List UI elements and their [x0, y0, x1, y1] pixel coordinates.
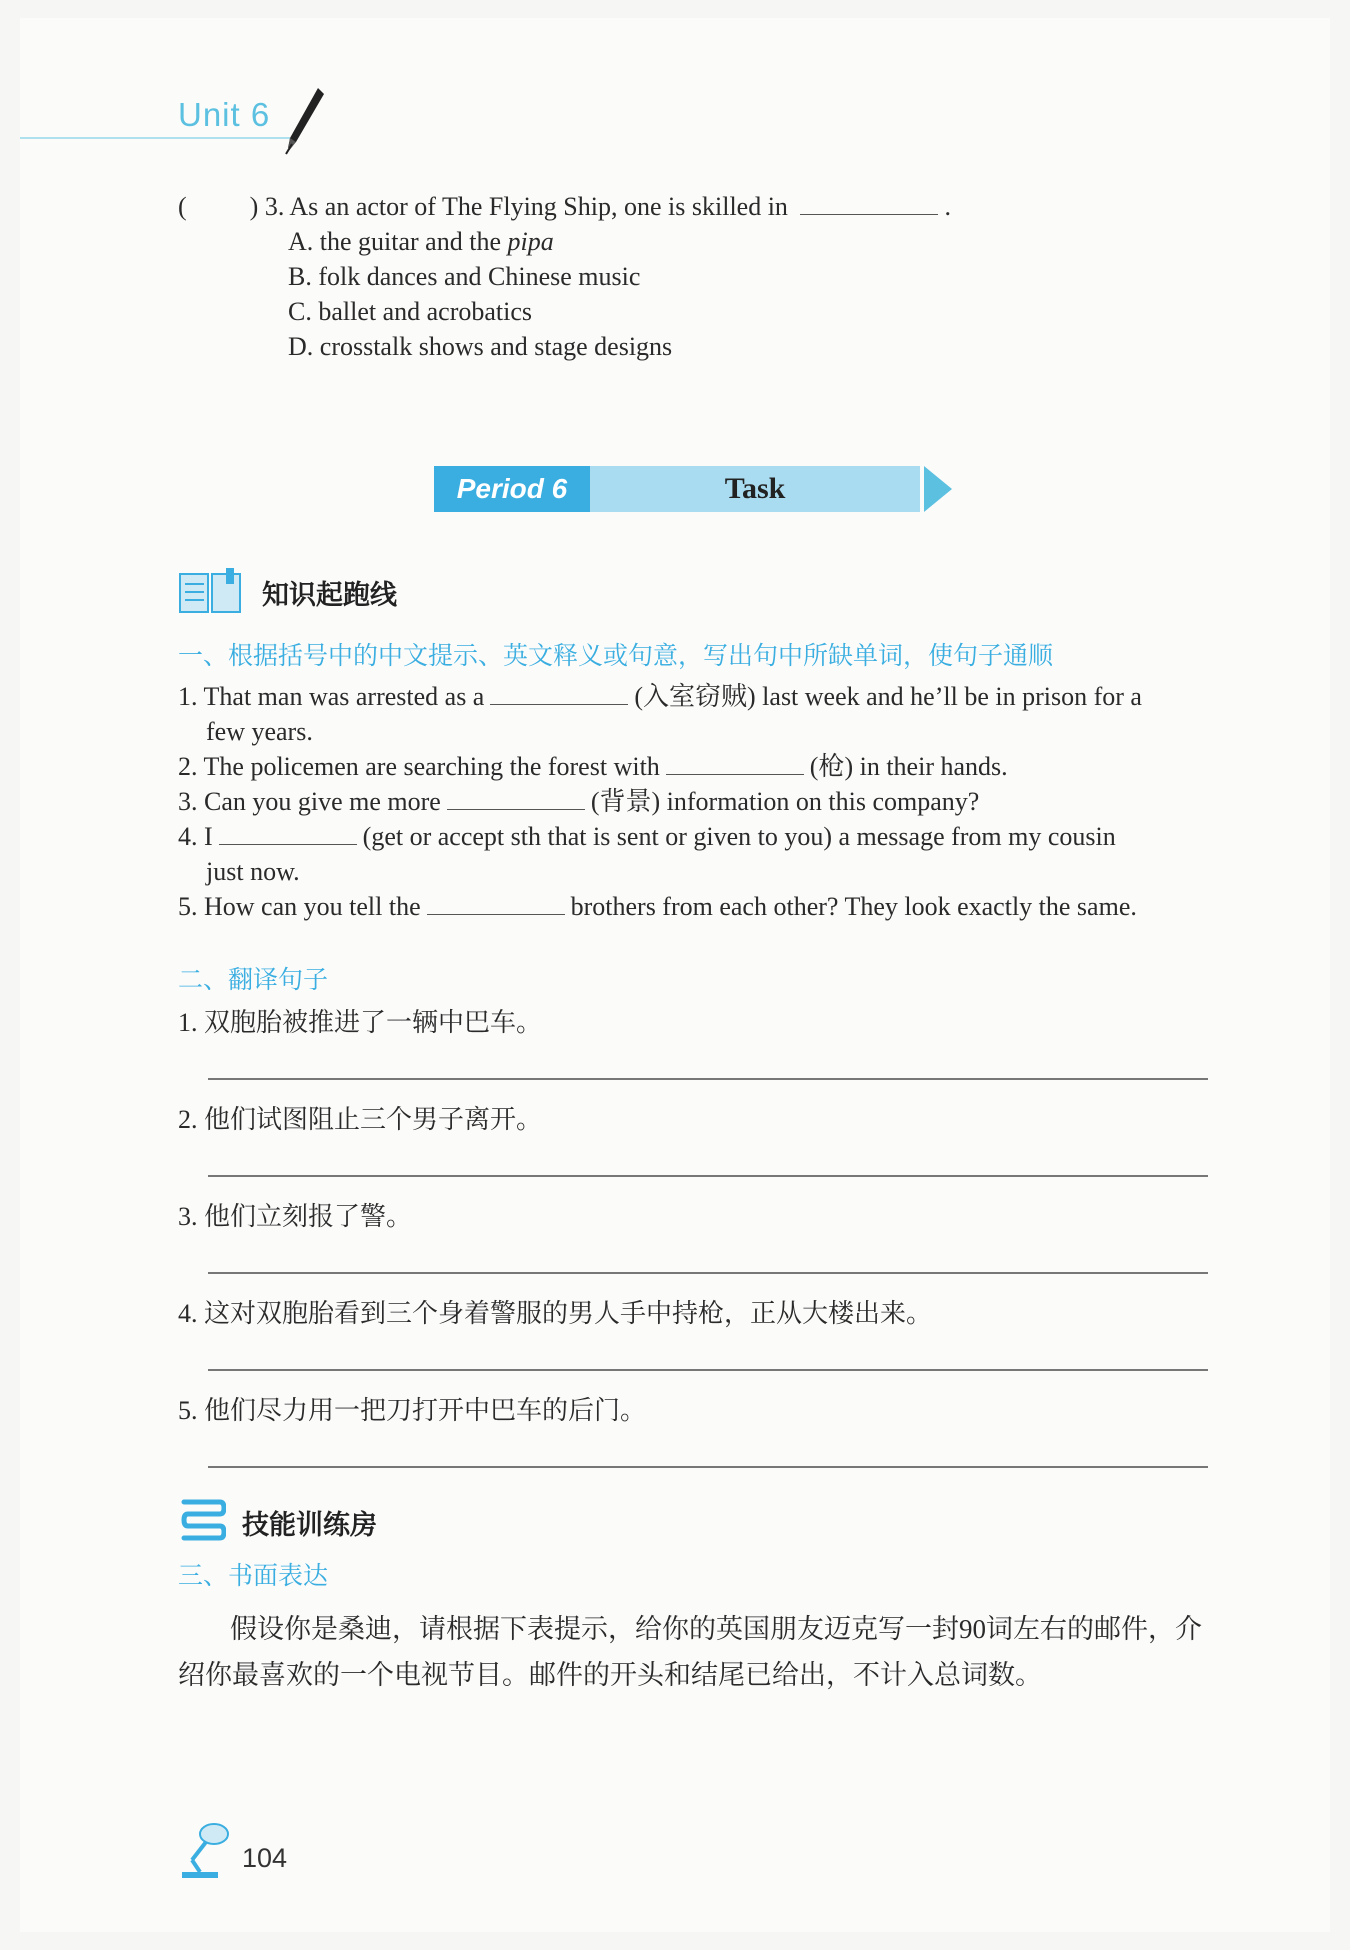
page-number: 104: [242, 1843, 288, 1873]
option-a: A. the guitar and the pipa: [288, 227, 554, 256]
fill-item-3: 3. Can you give me more (背景) information on this company?: [178, 787, 980, 816]
skills-icon: [178, 1498, 226, 1544]
period-banner: [434, 466, 954, 512]
answer-blank[interactable]: [427, 890, 565, 915]
writing-prompt: 假设你是桑迪，请根据下表提示，给你的英国朋友迈克写一封90词左右的邮件，介 绍你最喜欢的一个电视节目。邮件的开头和结尾已给出，不计入总词数。: [178, 1614, 1202, 1690]
option-b: B. folk dances and Chinese music: [288, 262, 641, 291]
part-1-title: 一、根据括号中的中文提示、英文释义或句意，写出句中所缺单词，使句子通顺: [178, 641, 1054, 670]
fill-item-2: 2. The policemen are searching the forest with (枪) in their hands.: [178, 752, 1008, 781]
pen-icon: [282, 86, 326, 156]
question-3: ( ) 3. As an actor of The Flying Ship, one is skilled in .: [178, 192, 951, 221]
answer-line[interactable]: [208, 1272, 1208, 1274]
answer-paren[interactable]: (: [178, 192, 187, 221]
translate-item-5: 5. 他们尽力用一把刀打开中巴车的后门。: [178, 1396, 647, 1425]
book-icon: [178, 568, 244, 618]
section-title-knowledge: 知识起跑线: [262, 580, 397, 611]
fill-item-5: 5. How can you tell the brothers from each other? They look exactly the same.: [178, 892, 1137, 921]
answer-line[interactable]: [208, 1466, 1208, 1468]
answer-blank[interactable]: [490, 680, 628, 705]
period-label: Period 6: [434, 466, 590, 512]
answer-line[interactable]: [208, 1078, 1208, 1080]
answer-blank[interactable]: [800, 190, 938, 215]
answer-line[interactable]: [208, 1175, 1208, 1177]
part-2-title: 二、翻译句子: [178, 965, 329, 994]
arrow-icon: [924, 466, 952, 512]
fill-item-4-cont: just now.: [206, 857, 300, 886]
period-title: Task: [590, 466, 920, 512]
option-d: D. crosstalk shows and stage designs: [288, 332, 673, 361]
translate-item-2: 2. 他们试图阻止三个男子离开。: [178, 1105, 543, 1134]
translate-item-4: 4. 这对双胞胎看到三个身着警服的男人手中持枪，正从大楼出来。: [178, 1299, 933, 1328]
answer-line[interactable]: [208, 1369, 1208, 1371]
desk-lamp-icon: [178, 1820, 236, 1880]
answer-blank[interactable]: [666, 750, 804, 775]
answer-blank[interactable]: [219, 820, 357, 845]
part-3-title: 三、书面表达: [178, 1561, 329, 1590]
section-title-skills: 技能训练房: [242, 1510, 377, 1541]
translate-item-1: 1. 双胞胎被推进了一辆中巴车。: [178, 1008, 543, 1037]
fill-item-4: 4. I (get or accept sth that is sent or given to you) a message from my cousin: [178, 822, 1116, 851]
fill-item-1-cont: few years.: [206, 717, 313, 746]
question-stem: ) 3. As an actor of The Flying Ship, one is skilled in: [249, 192, 788, 221]
fill-item-1: 1. That man was arrested as a (入室窃贼) last week and he’ll be in prison for a: [178, 682, 1142, 711]
header-rule: [20, 137, 290, 139]
option-c: C. ballet and acrobatics: [288, 297, 533, 326]
answer-blank[interactable]: [447, 785, 585, 810]
unit-title: Unit 6: [178, 96, 271, 133]
translate-item-3: 3. 他们立刻报了警。: [178, 1202, 413, 1231]
